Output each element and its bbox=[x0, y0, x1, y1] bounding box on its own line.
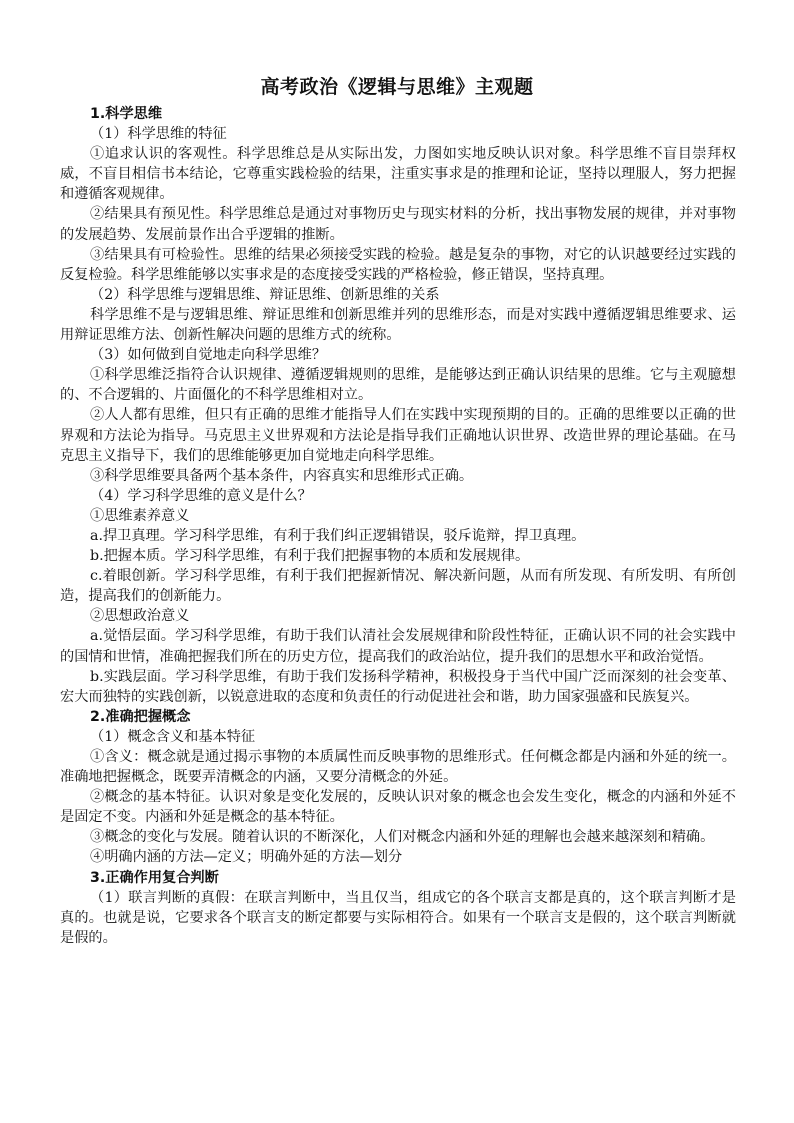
paragraph: ②思想政治意义 bbox=[90, 608, 190, 625]
subheading: （3）如何做到自觉地走向科学思维？ bbox=[90, 347, 327, 364]
section-heading-3: 3.正确作用复合判断 bbox=[90, 869, 219, 886]
paragraph: ③概念的变化与发展。随着认识的不断深化，人们对概念内涵和外延的理解也会越来越深刻和精确。 bbox=[90, 829, 715, 846]
paragraph: ①科学思维泛指符合认识规律、遵循逻辑规则的思维，是能够达到正确认识结果的思维。它与主观臆想的、不合逻辑的、片面僵化的不科学思维相对立。 bbox=[60, 367, 736, 404]
section-heading-1: 1.科学思维 bbox=[90, 106, 163, 122]
subheading: （1）科学思维的特征 bbox=[90, 126, 227, 143]
document-body bbox=[60, 104, 736, 948]
paragraph: （1）联言判断的真假：在联言判断中，当且仅当，组成它的各个联言支都是真的，这个联言判断才是真的。也就是说，它要求各个联言支的断定都要与实际相符合。如果有一个联言支是假的，这个联言判断就是假的。 bbox=[60, 889, 736, 946]
section-heading-2: 2.准确把握概念 bbox=[90, 708, 191, 725]
paragraph: a.觉悟层面。学习科学思维，有助于我们认清社会发展规律和阶段性特征，正确认识不同的社会实践中的国情和世情，准确把握我们所在的历史方位，提高我们的政治站位，提升我们的思想水平和政治觉悟。 bbox=[60, 628, 736, 665]
paragraph: ③结果具有可检验性。思维的结果必须接受实践的检验。越是复杂的事物，对它的认识越要经过实践的反复检验。科学思维能够以实事求是的态度接受实践的严格检验，修正错误，坚持真理。 bbox=[60, 246, 736, 283]
subheading: （1）概念含义和基本特征 bbox=[90, 728, 256, 745]
paragraph: b.实践层面。学习科学思维，有助于我们发扬科学精神，积极投身于当代中国广泛而深刻的社会变革、宏大而独特的实践创新，以锐意进取的态度和负责任的行动促进社会和谐，助力国家强盛和民族复兴。 bbox=[60, 668, 736, 705]
paragraph: ②概念的基本特征。认识对象是变化发展的，反映认识对象的概念也会发生变化，概念的内涵和外延不是固定不变。内涵和外延是概念的基本特征。 bbox=[60, 789, 736, 826]
paragraph: ①含义：概念就是通过揭示事物的本质属性而反映事物的思维形式。任何概念都是内涵和外延的统一。准确地把握概念，既要弄清概念的内涵，又要分清概念的外延。 bbox=[60, 749, 736, 786]
paragraph: ③科学思维要具备两个基本条件，内容真实和思维形式正确。 bbox=[90, 467, 474, 484]
paragraph: ①思维素养意义 bbox=[90, 507, 190, 524]
paragraph: ①追求认识的客观性。科学思维总是从实际出发，力图如实地反映认识对象。科学思维不盲目崇拜权威，不盲目相信书本结论，它尊重实践检验的结果，注重实事求是的推理和论证，坚持以理服人，努力把握和遵循客观规律。 bbox=[60, 146, 736, 203]
paragraph: a.捍卫真理。学习科学思维，有利于我们纠正逻辑错误，驳斥诡辩，捍卫真理。 bbox=[90, 527, 586, 544]
paragraph: ②人人都有思维，但只有正确的思维才能指导人们在实践中实现预期的目的。正确的思维要以正确的世界观和方法论为指导。马克思主义世界观和方法论是指导我们正确地认识世界、改造世界的理论基础。在马克思主义指导下，我们的思维能够更加自觉地走向科学思维。 bbox=[60, 407, 736, 464]
paragraph: 科学思维不是与逻辑思维、辩证思维和创新思维并列的思维形态，而是对实践中遵循逻辑思维要求、运用辩证思维方法、创新性解决问题的思维方式的统称。 bbox=[60, 306, 736, 344]
paragraph: c.着眼创新。学习科学思维，有利于我们把握新情况、解决新问题，从而有所发现、有所发明、有所创造，提高我们的创新能力。 bbox=[60, 568, 736, 605]
subheading: （4）学习科学思维的意义是什么？ bbox=[90, 487, 312, 504]
paragraph: b.把握本质。学习科学思维，有利于我们把握事物的本质和发展规律。 bbox=[90, 548, 530, 565]
paragraph: ②结果具有预见性。科学思维总是通过对事物历史与现实材料的分析，找出事物发展的规律，并对事物的发展趋势、发展前景作出合乎逻辑的推断。 bbox=[60, 206, 736, 243]
page-title: 高考政治《逻辑与思维》主观题 bbox=[260, 76, 534, 98]
paragraph: ④明确内涵的方法—定义；明确外延的方法—划分 bbox=[90, 849, 403, 866]
subheading: （2）科学思维与逻辑思维、辩证思维、创新思维的关系 bbox=[90, 286, 440, 303]
